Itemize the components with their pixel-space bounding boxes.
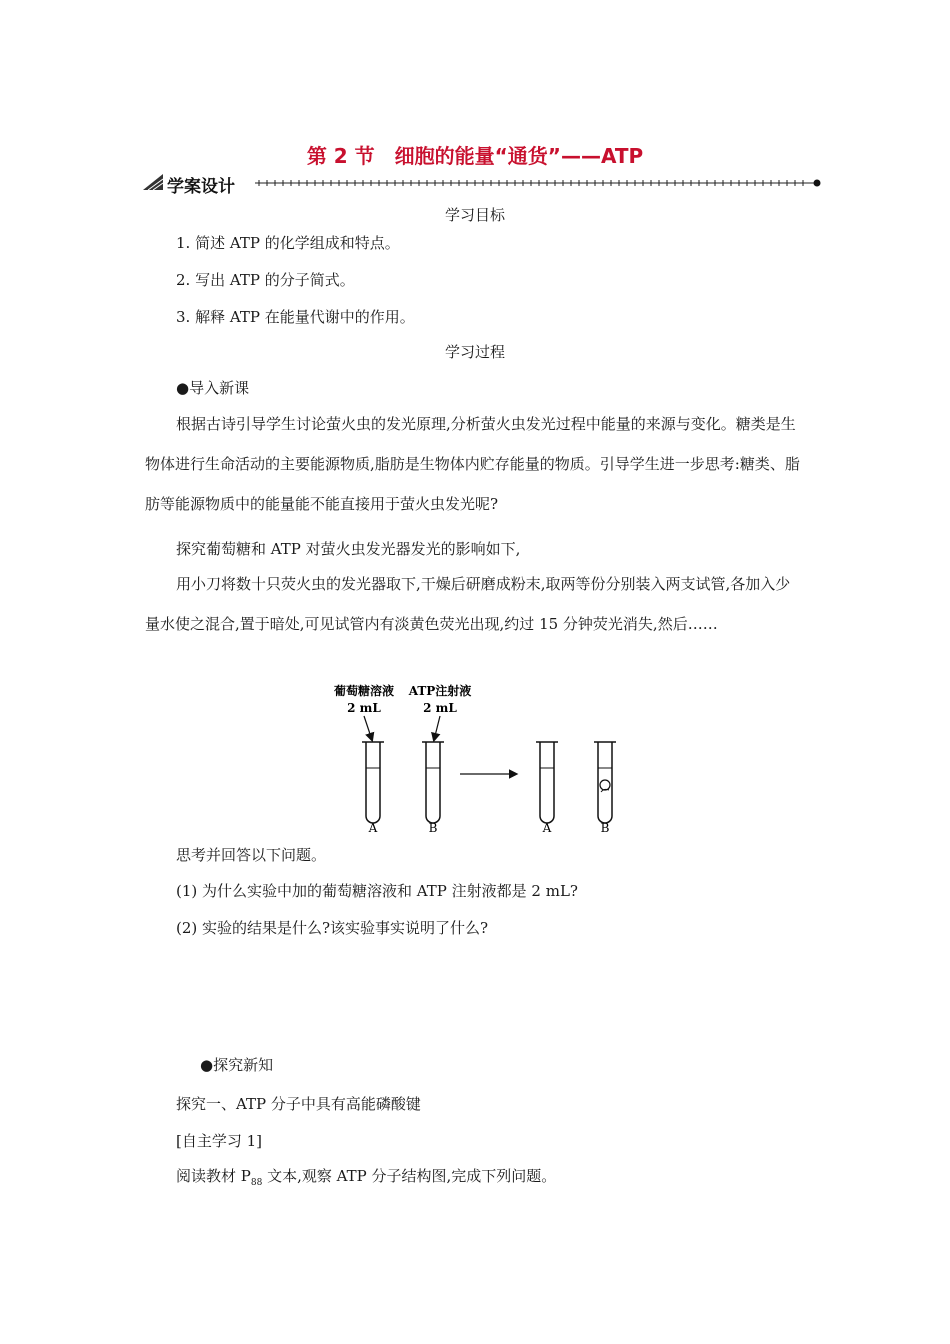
- goal-item-1: 1. 简述 ATP 的化学组成和特点。: [176, 234, 400, 252]
- self-study-label: [自主学习 1]: [176, 1132, 263, 1150]
- arrow-atp: [434, 716, 440, 740]
- label-atp: ATP注射液: [408, 684, 472, 698]
- question-2: (2) 实验的结果是什么?该实验事实说明了什么?: [176, 919, 489, 937]
- goal-item-3: 3. 解释 ATP 在能量代谢中的作用。: [176, 308, 415, 326]
- new-knowledge-heading: ●探究新知: [200, 1056, 274, 1074]
- triangle-icon: [143, 174, 163, 190]
- tube-label-b-after: B: [600, 821, 610, 835]
- test-tube-b-after: [594, 742, 616, 823]
- reading-pre: 阅读教材 P: [176, 1167, 251, 1185]
- explore-1-heading: 探究一、ATP 分子中具有高能磷酸键: [176, 1095, 421, 1113]
- questions-lead: 思考并回答以下问题。: [176, 846, 327, 864]
- goal-item-2: 2. 写出 ATP 的分子简式。: [176, 271, 355, 289]
- explore-line: 探究葡萄糖和 ATP 对萤火虫发光器发光的影响如下,: [176, 540, 521, 558]
- tube-label-a-after: A: [542, 821, 552, 835]
- reading-post: 文本,观察 ATP 分子结构图,完成下列问题。: [262, 1167, 557, 1185]
- tube-label-a-before: A: [368, 821, 378, 835]
- arrow-glucose: [364, 716, 372, 740]
- tube-label-b-before: B: [428, 821, 438, 835]
- test-tube-b-before: [422, 742, 444, 823]
- test-tube-a-after: [536, 742, 558, 823]
- section-banner: [143, 172, 823, 197]
- page-ref-sub: 88: [250, 1178, 263, 1188]
- label-atp-volume: 2 mL: [423, 701, 457, 715]
- method-paragraph: 用小刀将数十只荧火虫的发光器取下,干燥后研磨成粉末,取两等份分别装入两支试管,各加入少量水使之混合,置于暗处,可见试管内有淡黄色荧光出现,约过 15 分钟荧光消失,然后……: [145, 575, 791, 633]
- label-glucose-volume: 2 mL: [347, 701, 381, 715]
- reading-instruction: [176, 1165, 556, 1188]
- intro-paragraph: 根据古诗引导学生讨论萤火虫的发光原理,分析萤火虫发光过程中能量的来源与变化。糖类是生物体进行生命活动的主要能源物质,脂肪是生物体内贮存能量的物质。引导学生进一步思考:糖类、脂肪等能源物质中的能量能不能直接用于萤火虫发光呢?: [145, 415, 800, 513]
- page-title: 第 2 节 细胞的能量“通货”——ATP: [306, 144, 644, 168]
- question-1: (1) 为什么实验中加的葡萄糖溶液和 ATP 注射液都是 2 mL?: [176, 882, 578, 900]
- dotted-rule: [255, 172, 823, 194]
- label-glucose: 葡萄糖溶液: [333, 684, 395, 698]
- banner-label: 学案设计: [167, 177, 235, 197]
- test-tube-a-before: [362, 742, 384, 823]
- goals-heading: 学习目标: [444, 206, 505, 224]
- process-heading: 学习过程: [444, 343, 505, 361]
- experiment-figure: [310, 682, 650, 840]
- intro-heading: ●导入新课: [176, 379, 250, 397]
- glow-mark-icon: [600, 780, 610, 790]
